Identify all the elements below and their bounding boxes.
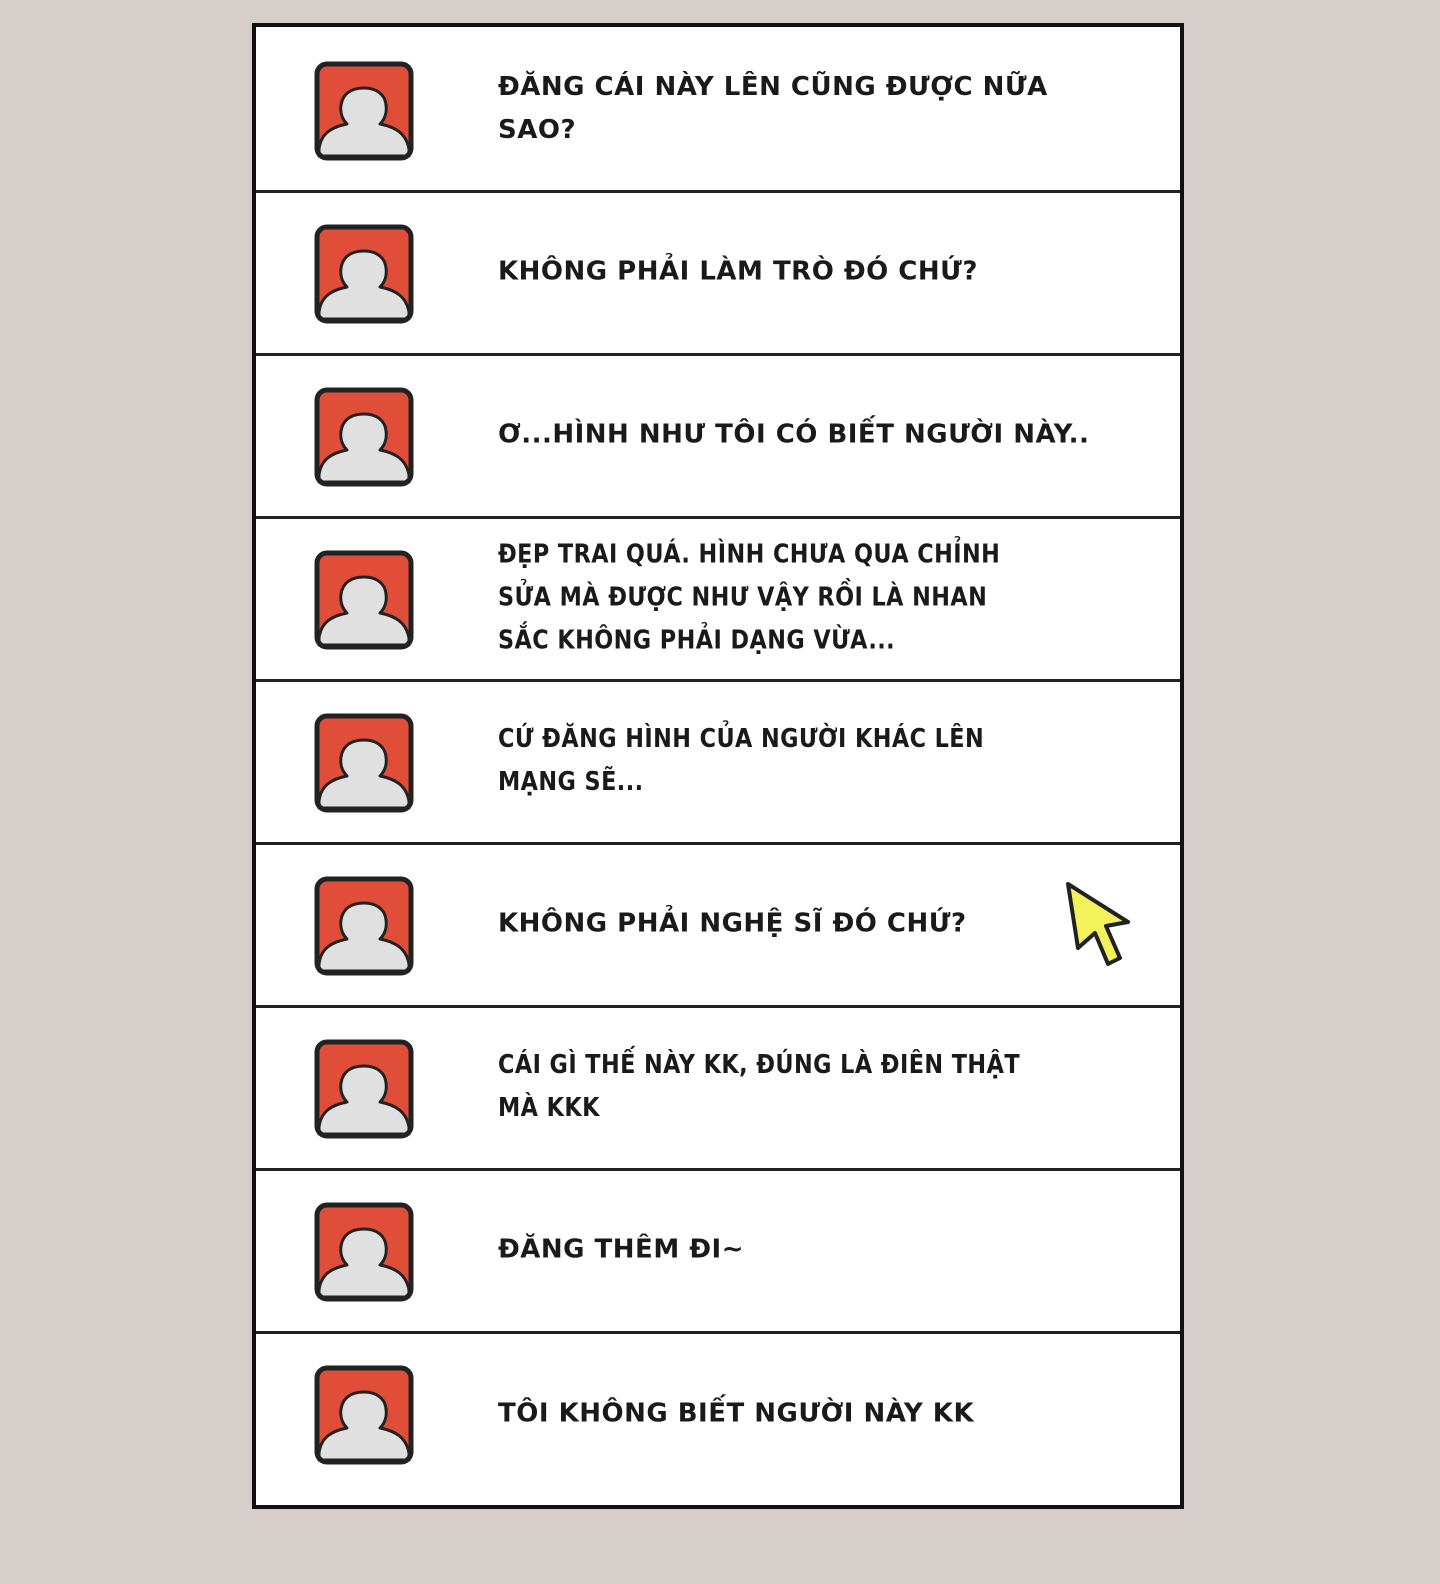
mouse-pointer-icon <box>1062 880 1134 972</box>
comment-item <box>256 190 1180 356</box>
comment-text: Ơ...HÌNH NHƯ TÔI CÓ BIẾT NGƯỜI NÀY.. <box>498 419 1090 449</box>
comment-item <box>256 353 1180 519</box>
comment-text: ĐĂNG THÊM ĐI~ <box>498 1234 744 1264</box>
comment-item <box>256 27 1180 193</box>
default-user-avatar-icon[interactable] <box>314 61 414 161</box>
comment-text: KHÔNG PHẢI NGHỆ SĨ ĐÓ CHỨ? <box>498 908 967 938</box>
default-user-avatar-icon[interactable] <box>314 1039 414 1139</box>
default-user-avatar-icon[interactable] <box>314 713 414 813</box>
default-user-avatar-icon[interactable] <box>314 1202 414 1302</box>
comment-item <box>256 679 1180 845</box>
comment-text: CÁI GÌ THẾ NÀY KK, ĐÚNG LÀ ĐIÊN THẬT MÀ KKK <box>498 1049 1021 1123</box>
default-user-avatar-icon[interactable] <box>314 1365 414 1465</box>
comment-item <box>256 1005 1180 1171</box>
default-user-avatar-icon[interactable] <box>314 387 414 487</box>
comment-list <box>252 23 1184 1509</box>
comment-item <box>256 516 1180 682</box>
comment-text: KHÔNG PHẢI LÀM TRÒ ĐÓ CHỨ? <box>498 256 978 286</box>
comment-text: ĐẸP TRAI QUÁ. HÌNH CHƯA QUA CHỈNH SỬA MÀ ĐƯỢC NHƯ VẬY RỒI LÀ NHAN SẮC KHÔNG PHẢI DẠNG VỪA... <box>498 539 1001 655</box>
comment-item <box>256 1168 1180 1334</box>
comment-text: CỨ ĐĂNG HÌNH CỦA NGƯỜI KHÁC LÊN MẠNG SẼ... <box>498 723 985 797</box>
default-user-avatar-icon[interactable] <box>314 550 414 650</box>
default-user-avatar-icon[interactable] <box>314 876 414 976</box>
comment-item <box>256 1331 1180 1497</box>
comment-item <box>256 842 1180 1008</box>
default-user-avatar-icon[interactable] <box>314 224 414 324</box>
comment-text: TÔI KHÔNG BIẾT NGƯỜI NÀY KK <box>498 1398 975 1429</box>
comment-text: ĐĂNG CÁI NÀY LÊN CŨNG ĐƯỢC NỮA SAO? <box>498 71 1048 145</box>
